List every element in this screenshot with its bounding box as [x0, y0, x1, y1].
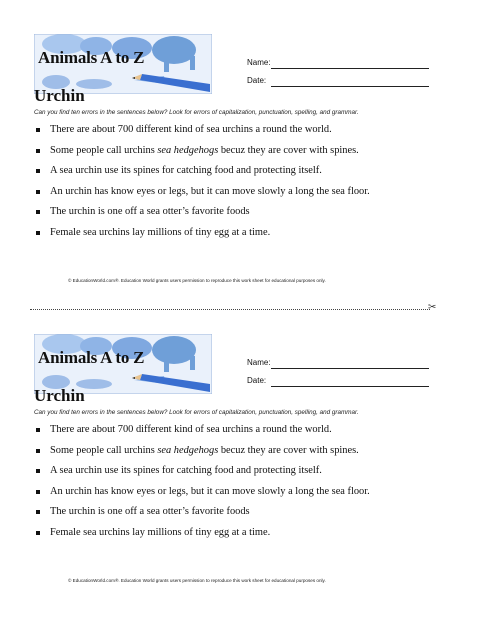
date-field[interactable]	[247, 376, 266, 385]
sentence-item: The urchin is one off a sea otter’s favorite foods	[34, 206, 474, 227]
sentence-list	[34, 424, 474, 548]
date-line[interactable]	[271, 386, 429, 387]
sentence-item: Some people call urchins sea hedgehogs becuz they are cover with spines.	[34, 445, 474, 466]
sentence-item: An urchin has know eyes or legs, but it can move slowly a long the sea floor.	[34, 186, 474, 207]
date-label: Date:	[247, 376, 267, 385]
worksheet-top	[0, 20, 480, 310]
scissors-icon: ✂	[428, 302, 437, 313]
name-field[interactable]	[247, 58, 271, 67]
bullet-icon	[36, 128, 40, 132]
instructions: Can you find ten errors in the sentences below? Look for errors of capitalization, punctuation, spelling, and grammar.	[34, 409, 359, 416]
bullet-icon	[36, 428, 40, 432]
bullet-icon	[36, 149, 40, 153]
name-line[interactable]	[271, 368, 429, 369]
date-line[interactable]	[271, 86, 429, 87]
worksheet-bottom	[0, 320, 480, 610]
bullet-icon	[36, 449, 40, 453]
topic-title: Urchin	[34, 386, 85, 405]
sentence-list	[34, 124, 474, 248]
name-field[interactable]	[247, 358, 271, 367]
sentence-item: Some people call urchins sea hedgehogs becuz they are cover with spines.	[34, 145, 474, 166]
sentence-item: A sea urchin use its spines for catching food and protecting itself.	[34, 465, 474, 486]
bullet-icon	[36, 169, 40, 173]
name-label: Name:	[247, 58, 271, 67]
sentence-item: A sea urchin use its spines for catching food and protecting itself.	[34, 165, 474, 186]
sentence-item: There are about 700 different kind of sea urchins a round the world.	[34, 124, 474, 145]
bullet-icon	[36, 469, 40, 473]
elephant-silhouette-icon	[152, 336, 196, 364]
banner-title: Animals A to Z	[38, 348, 145, 367]
date-field[interactable]	[247, 76, 266, 85]
copyright-footer: © EducationWorld.com®. Education World grants users permission to reproduce this work sheet for educational purposes only.	[68, 578, 326, 583]
date-label: Date:	[247, 76, 267, 85]
animals-a-to-z-banner	[34, 34, 212, 94]
sentence-item: An urchin has know eyes or legs, but it can move slowly a long the sea floor.	[34, 486, 474, 507]
elephant-silhouette-icon	[152, 36, 196, 64]
topic-title: Urchin	[34, 86, 85, 105]
sentence-item: There are about 700 different kind of sea urchins a round the world.	[34, 424, 474, 445]
sentence-item: The urchin is one off a sea otter’s favorite foods	[34, 506, 474, 527]
bullet-icon	[36, 510, 40, 514]
cut-line	[30, 309, 430, 310]
copyright-footer: © EducationWorld.com®. Education World grants users permission to reproduce this work sheet for educational purposes only.	[68, 278, 326, 283]
bullet-icon	[36, 231, 40, 235]
bullet-icon	[36, 190, 40, 194]
banner-title: Animals A to Z	[38, 48, 145, 67]
name-label: Name:	[247, 358, 271, 367]
animals-a-to-z-banner	[34, 334, 212, 394]
name-line[interactable]	[271, 68, 429, 69]
instructions: Can you find ten errors in the sentences below? Look for errors of capitalization, punctuation, spelling, and grammar.	[34, 109, 359, 116]
bullet-icon	[36, 531, 40, 535]
sentence-item: Female sea urchins lay millions of tiny egg at a time.	[34, 527, 474, 548]
sentence-item: Female sea urchins lay millions of tiny egg at a time.	[34, 227, 474, 248]
bullet-icon	[36, 490, 40, 494]
bullet-icon	[36, 210, 40, 214]
